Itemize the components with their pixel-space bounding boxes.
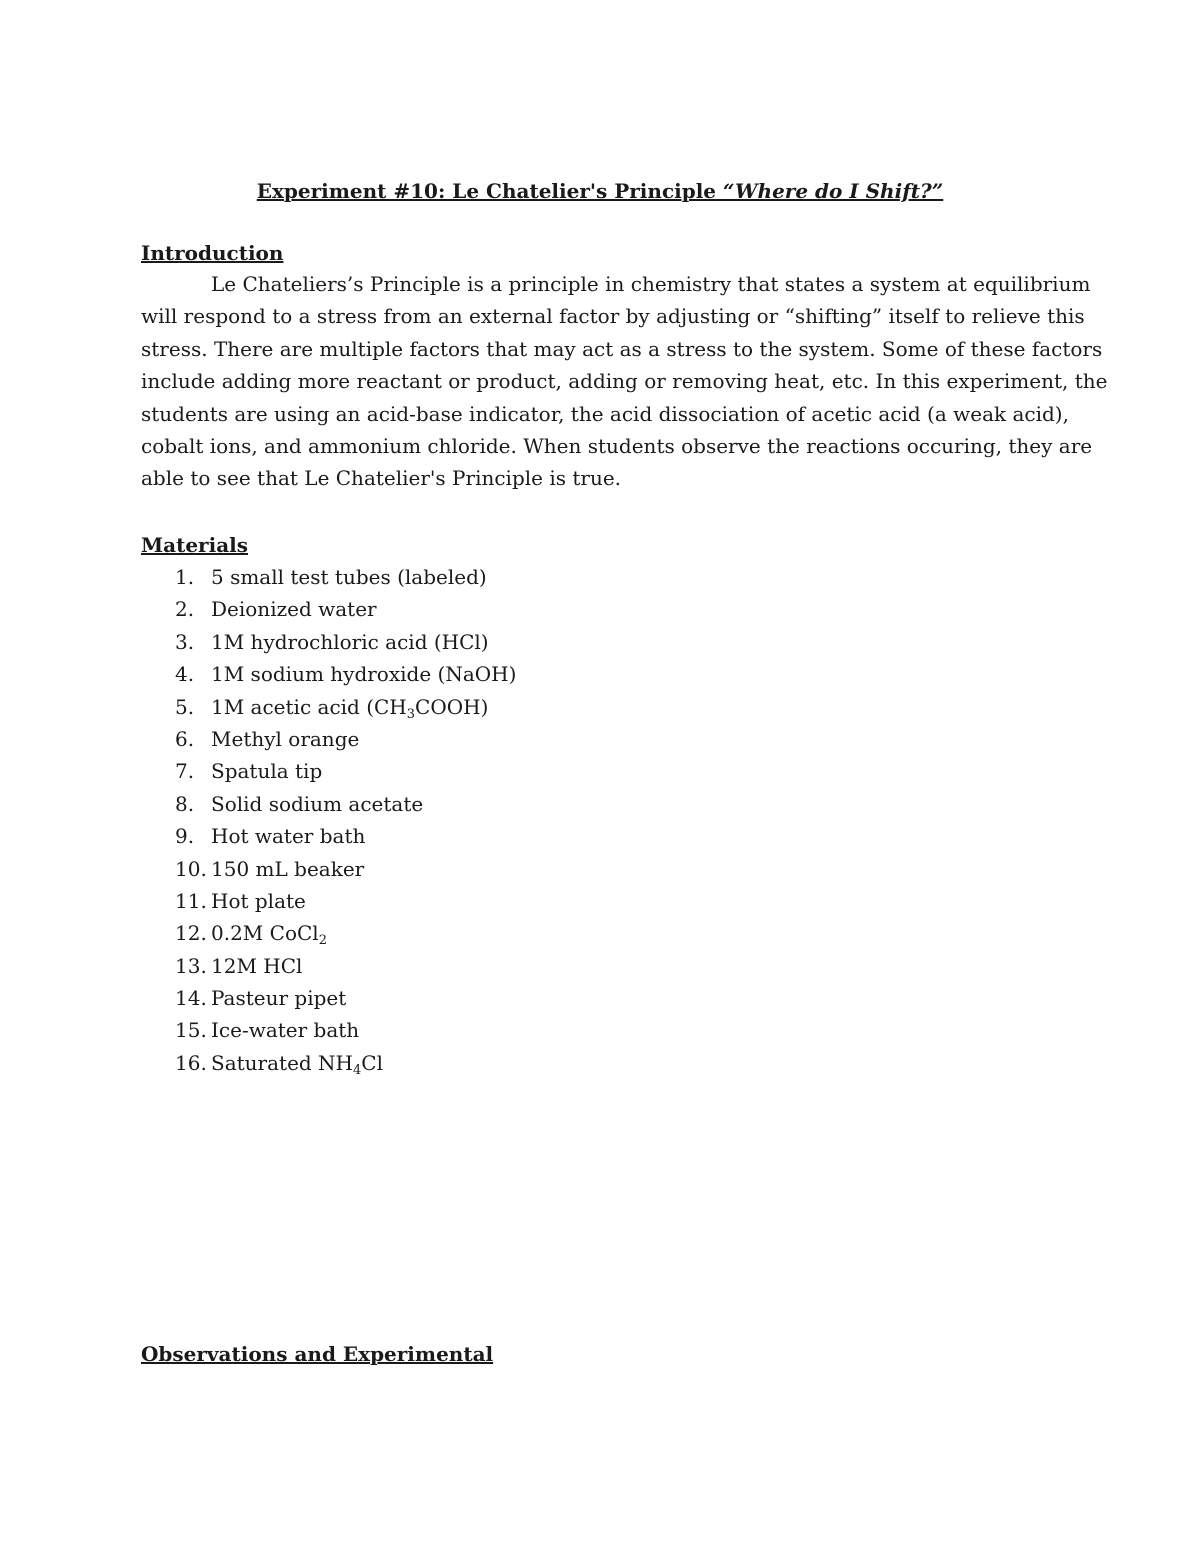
list-number: 7.	[175, 759, 195, 784]
intro-line: able to see that Le Chatelier's Principle is true.	[141, 466, 622, 491]
list-text: Deionized water	[211, 597, 377, 622]
observations-heading: Observations and Experimental	[141, 1342, 494, 1366]
list-text: Spatula tip	[211, 759, 323, 784]
intro-line: students are using an acid-base indicator, the acid dissociation of acetic acid (a weak acid),	[141, 401, 1069, 426]
list-text: 150 mL beaker	[211, 856, 365, 881]
list-item	[141, 1014, 841, 1046]
list-number: 3.	[175, 629, 195, 654]
list-text: 12M HCl	[211, 953, 303, 978]
list-number: 8.	[175, 791, 195, 816]
list-text: Solid sodium acetate	[211, 791, 424, 816]
list-item	[141, 853, 841, 885]
list-text	[211, 1047, 383, 1079]
list-text: Hot plate	[211, 888, 306, 913]
list-item	[141, 885, 841, 917]
title-subtitle-italic: “Where do I Shift?”	[723, 179, 944, 203]
list-number: 1.	[175, 565, 195, 589]
intro-line: cobalt ions, and ammonium chloride. When students observe the reactions occuring, they are	[141, 434, 1093, 459]
formula-subscript: 3	[406, 706, 416, 722]
list-number: 5.	[175, 694, 195, 719]
intro-line: will respond to a stress from an external factor by adjusting or “shifting” itself to relieve this	[141, 304, 1085, 329]
list-number: 14.	[175, 986, 207, 1011]
list-number: 13.	[175, 953, 207, 978]
list-number: 2.	[175, 597, 195, 622]
list-text: Hot water bath	[211, 824, 366, 849]
list-item	[141, 658, 841, 690]
list-item	[141, 788, 841, 820]
list-item	[141, 593, 841, 625]
list-item	[141, 982, 841, 1014]
intro-line: stress. There are multiple factors that may act as a stress to the system. Some of these factors	[141, 336, 1103, 361]
list-item	[141, 1047, 841, 1079]
list-number: 15.	[175, 1018, 207, 1043]
list-item	[141, 820, 841, 852]
list-text: Ice-water bath	[211, 1018, 360, 1043]
list-item	[141, 755, 841, 787]
title-main: Experiment #10: Le Chatelier's Principle	[256, 179, 723, 203]
list-text	[211, 917, 327, 949]
formula-text: 0.2M CoCl	[211, 921, 319, 946]
list-item	[141, 561, 841, 593]
list-text: 5 small test tubes (labeled)	[211, 565, 487, 589]
formula-text: COOH)	[415, 694, 489, 719]
formula-text: Cl	[361, 1050, 383, 1075]
formula-subscript: 4	[353, 1062, 362, 1078]
list-number: 10.	[175, 856, 207, 881]
list-text: Methyl orange	[211, 726, 360, 751]
list-number: 6.	[175, 726, 195, 751]
list-number: 16.	[175, 1050, 207, 1075]
materials-heading: Materials	[141, 533, 249, 557]
formula-text: Saturated NH	[211, 1050, 354, 1075]
list-item	[141, 691, 841, 723]
intro-line: Le Chateliers’s Principle is a principle in chemistry that states a system at equilibrium	[211, 272, 1091, 296]
list-item	[141, 723, 841, 755]
introduction-paragraph	[141, 268, 1108, 495]
list-item	[141, 917, 841, 949]
formula-text: 1M acetic acid (CH	[211, 694, 407, 719]
list-text: 1M sodium hydroxide (NaOH)	[211, 662, 517, 687]
list-number: 12.	[175, 921, 207, 946]
list-text: 1M hydrochloric acid (HCl)	[211, 629, 489, 654]
list-text: Pasteur pipet	[211, 986, 347, 1011]
list-item	[141, 950, 841, 982]
list-number: 4.	[175, 662, 195, 687]
materials-list	[141, 561, 841, 1079]
formula-subscript: 2	[318, 933, 327, 949]
list-item	[141, 626, 841, 658]
intro-line: include adding more reactant or product, adding or removing heat, etc. In this experiment, the	[141, 369, 1108, 394]
list-number: 11.	[175, 888, 207, 913]
document-title	[0, 176, 1200, 206]
list-number: 9.	[175, 824, 195, 849]
introduction-heading: Introduction	[141, 241, 284, 265]
list-text	[211, 691, 488, 723]
